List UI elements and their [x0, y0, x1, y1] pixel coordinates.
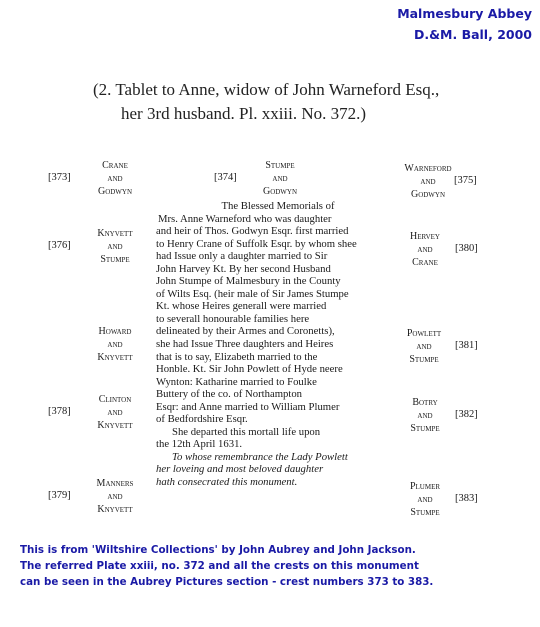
crest-name: and: [272, 173, 288, 184]
source-note-line: can be seen in the Aubrey Pictures section - crest numbers 373 to 383.: [20, 576, 434, 588]
inscription-line: delineated by their Armes and Coronetts),: [156, 325, 335, 338]
crest-number-373: [373]: [48, 172, 71, 183]
inscription-line: Buttery of the co. of Northampton: [156, 388, 303, 401]
inscription-line: Wynton: Katharine married to Foulke: [156, 375, 317, 388]
inscription-closing-line: hath consecrated this monument.: [156, 476, 298, 489]
inscription-line: She departed this mortall life upon: [172, 425, 321, 438]
inscription-closing-line: To whose remembrance the Lady Powlett: [172, 450, 348, 463]
inscription-line: of Wilts Esq. (heir male of Sir James Stumpe: [156, 287, 349, 300]
inscription-line: and heir of Thos. Godwyn Esqr. first married: [156, 225, 349, 238]
inscription-line: Esqr: and Anne married to William Plumer: [156, 400, 340, 413]
tablet-title-line-1: (2. Tablet to Anne, widow of John Warneford Esq.,: [93, 80, 440, 99]
crest-name: and: [107, 339, 123, 350]
crest-name: Godwyn: [262, 186, 298, 197]
crest-name: Crane: [102, 160, 128, 171]
crest-number-380: [380]: [455, 243, 478, 254]
crest-383-names: [395, 480, 455, 519]
crest-382-names: [395, 396, 455, 435]
inscription-line: had Issue only a daughter married to Sir: [156, 250, 328, 263]
crest-379-names: [85, 477, 145, 516]
inscription-line: that is to say, Elizabeth married to the: [156, 350, 318, 363]
crest-name: and: [417, 244, 433, 255]
crest-name: Stumpe: [100, 254, 130, 265]
crest-name: Botry: [412, 397, 438, 408]
crest-380-names: [395, 230, 455, 269]
crest-number-375: [375]: [454, 175, 477, 186]
crest-name: and: [416, 341, 432, 352]
inscription-line: to severall honourable families here: [156, 312, 310, 325]
inscription-line: to Henry Crane of Suffolk Esqr. by whom shee: [156, 237, 357, 250]
crest-name: Warneford: [404, 163, 452, 174]
crest-number-378: [378]: [48, 406, 71, 417]
inscription-line: she had Issue Three daughters and Heires: [156, 338, 334, 351]
inscription-line: John Stumpe of Malmesbury in the County: [156, 275, 341, 288]
header-site-title: Malmesbury Abbey: [397, 6, 532, 21]
crest-name: Knyvett: [97, 352, 133, 363]
crest-number-379: [379]: [48, 490, 71, 501]
crest-name: and: [417, 410, 433, 421]
inscription-line: of Bedfordshire Esqr.: [156, 413, 248, 426]
crest-381-names: [392, 327, 456, 366]
crest-name: Knyvett: [97, 504, 133, 515]
inscription-closing-line: her loveing and most beloved daughter: [156, 463, 324, 476]
inscription-line: John Harvey Kt. By her second Husband: [156, 262, 331, 275]
crest-name: Powlett: [406, 328, 442, 339]
source-note: [20, 542, 530, 590]
crest-name: Godwyn: [97, 186, 133, 197]
inscription-line: Honble. Kt. Sir John Powlett of Hyde neere: [156, 363, 343, 376]
crest-name: and: [417, 494, 433, 505]
inscription-line: Mrs. Anne Warneford who was daughter: [158, 212, 332, 225]
crest-name: Plumer: [409, 481, 441, 492]
source-note-line: This is from 'Wiltshire Collections' by John Aubrey and John Jackson.: [20, 544, 416, 556]
crest-name: Crane: [412, 257, 438, 268]
crest-name: Knyvett: [97, 420, 133, 431]
crest-number-374: [374]: [214, 172, 237, 183]
crest-name: Stumpe: [410, 423, 440, 434]
crest-number-383: [383]: [455, 493, 478, 504]
crest-number-381: [381]: [455, 340, 478, 351]
header-author-credit: D.&M. Ball, 2000: [414, 27, 532, 42]
tablet-title-line-2: her 3rd husband. Pl. xxiii. No. 372.): [121, 104, 367, 123]
crest-name: Knyvett: [97, 228, 133, 239]
crest-name: Stumpe: [265, 160, 295, 171]
crest-name: and: [107, 407, 123, 418]
crest-377-names: [85, 325, 145, 364]
source-note-line: The referred Plate xxiii, no. 372 and all the crests on this monument: [20, 560, 419, 572]
crest-number-376: [376]: [48, 240, 71, 251]
crest-373-names: [85, 159, 145, 198]
crest-name: Howard: [98, 326, 132, 337]
crest-name: and: [107, 241, 123, 252]
crest-name: and: [107, 491, 123, 502]
crest-name: Hervey: [410, 231, 440, 242]
inscription-heading: The Blessed Memorials of: [221, 200, 335, 212]
crest-378-names: [85, 393, 145, 432]
inscription-line: Kt. whose Heires generall were married: [156, 300, 327, 313]
crest-name: Clinton: [98, 394, 132, 405]
crest-number-382: [382]: [455, 409, 478, 420]
crest-name: Stumpe: [409, 354, 439, 365]
crest-name: Manners: [96, 478, 134, 489]
crest-name: and: [420, 176, 436, 187]
crest-name: Stumpe: [410, 507, 440, 518]
crest-376-names: [85, 227, 145, 266]
inscription-block: [156, 200, 400, 489]
inscription-line: the 12th April 1631.: [156, 438, 243, 451]
crest-name: and: [107, 173, 123, 184]
crest-name: Godwyn: [410, 189, 446, 200]
crest-374-names: [250, 159, 310, 198]
